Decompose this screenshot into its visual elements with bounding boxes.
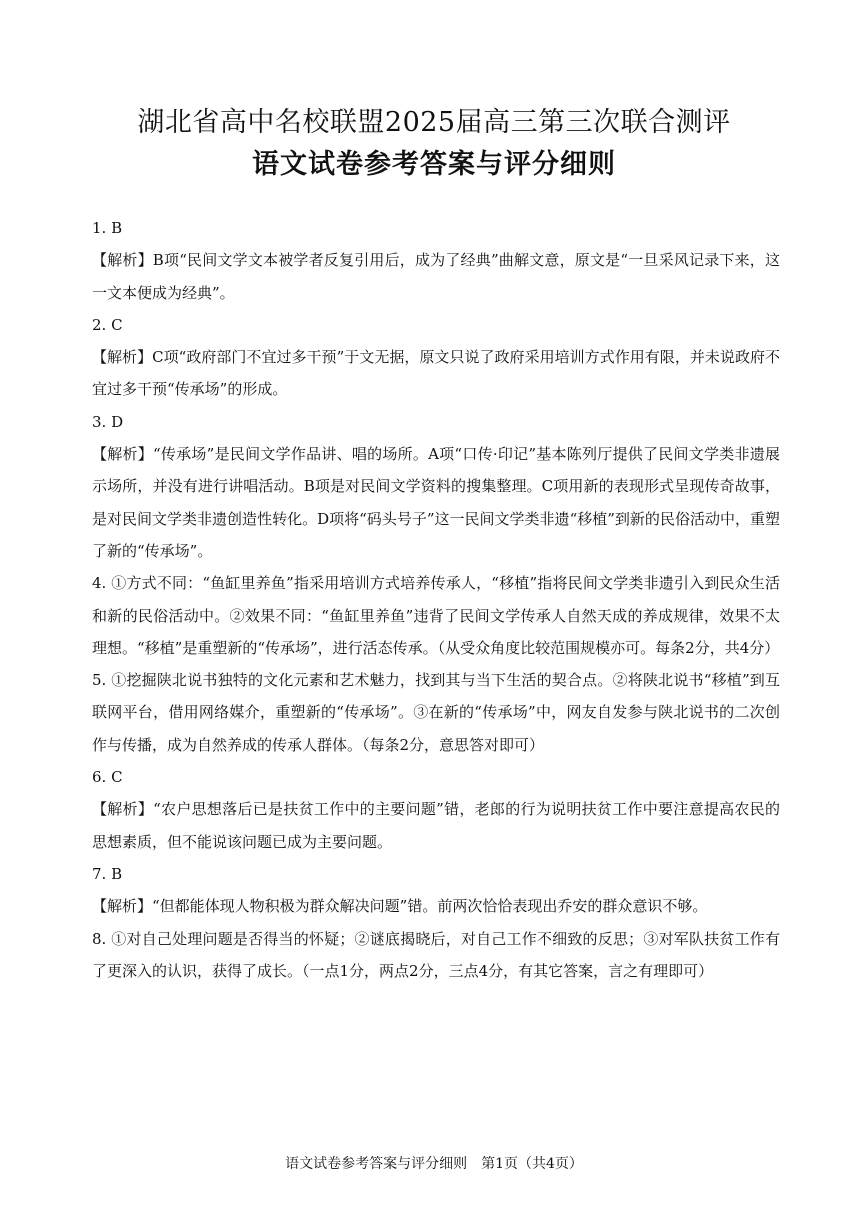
answer-key: 1. B — [92, 219, 123, 237]
answer-item-8 — [92, 923, 780, 988]
answer-text: 5. ①挖掘陕北说书独特的文化元素和艺术魅力，找到其与当下生活的契合点。②将陕北说书“移植”到互联网平台，借用网络媒介，重塑新的“传承场”。③在新的“传承场”中，网友自发参与陕北说书的二次创作与传播，成为自然养成的传承人群体。（每条2分，意思答对即可） — [92, 671, 780, 754]
answer-key: 3. D — [92, 412, 124, 431]
analysis-text: 【解析】C项“政府部门不宜过多干预”于文无据，原文只说了政府采用培训方式作用有限，并未说政府不宜过多干预“传承场”的形成。 — [92, 348, 780, 399]
analysis-text: 【解析】“但都能体现人物积极为群众解决问题”错。前两次恰恰表现出乔安的群众意识不够。 — [92, 897, 708, 916]
analysis-text: 【解析】B项“民间文学文本被学者反复引用后，成为了经典”曲解文意，原文是“一旦采风记录下来，这一文本便成为经典”。 — [92, 251, 780, 302]
answer-key: 2. C — [92, 315, 123, 334]
answer-item-3 — [92, 406, 780, 567]
answer-key: 7. B — [92, 864, 123, 883]
answer-text: 8. ①对自己处理问题是否得当的怀疑；②谜底揭晓后，对自己工作不细致的反思；③对军队扶贫工作有了更深入的认识，获得了成长。（一点1分，两点2分，三点4分，有其它答案，言之有理即可） — [92, 929, 780, 980]
answer-content — [92, 212, 780, 987]
answer-text: 4. ①方式不同：“鱼缸里养鱼”指采用培训方式培养传承人，“移植”指将民间文学类非遗引入到民众生活和新的民俗活动中。②效果不同：“鱼缸里养鱼”违背了民间文学传承人自然天成的养成规律，效果不太理想。“移植”是重塑新的“传承场”，进行活态传承。（从受众角度比较范围规模亦可。每条2分，共4分） — [92, 574, 780, 657]
answer-item-6 — [92, 761, 780, 858]
answer-item-5 — [92, 664, 780, 761]
exam-title: 湖北省高中名校联盟2025届高三第三次联合测评 — [137, 107, 731, 138]
analysis-text: 【解析】“传承场”是民间文学作品讲、唱的场所。A项“口传·印记”基本陈列厅提供了民间文学类非遗展示场所，并没有进行讲唱活动。B项是对民间文学资料的搜集整理。C项用新的表现形式呈现传奇故事，是对民间文学类非遗创造性转化。D项将“码头号子”这一民间文学类非遗“移植”到新的民俗活动中，重塑了新的“传承场”。 — [92, 445, 780, 560]
answer-item-1 — [92, 212, 780, 309]
answer-item-2 — [92, 309, 780, 406]
answer-item-7 — [92, 858, 780, 923]
answer-key: 6. C — [92, 768, 123, 787]
page-footer: 语文试卷参考答案与评分细则 第1页（共4页） — [285, 1156, 583, 1172]
document-subtitle: 语文试卷参考答案与评分细则 — [252, 149, 616, 180]
answer-item-4 — [92, 567, 780, 664]
analysis-text: 【解析】“农户思想落后已是扶贫工作中的主要问题”错，老郎的行为说明扶贫工作中要注意提高农民的思想素质，但不能说该问题已成为主要问题。 — [92, 800, 780, 851]
